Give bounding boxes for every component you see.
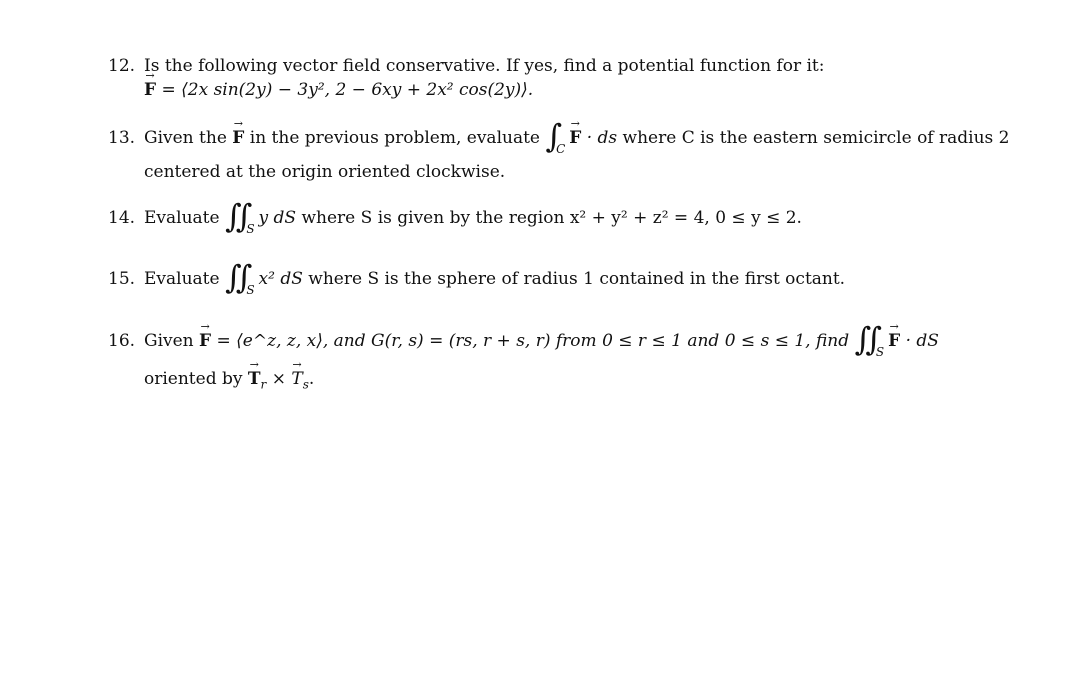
- surface-integral-symbol: ∫∫: [224, 197, 247, 235]
- problem-number: 13.: [108, 128, 136, 148]
- line-integral-symbol: ∫: [545, 117, 557, 155]
- text-line2-pre: oriented by: [144, 369, 248, 389]
- text-pre: Evaluate: [144, 208, 225, 228]
- integrand-rest: · ds: [581, 128, 618, 148]
- problem-text: [144, 258, 846, 297]
- problem-number: 16.: [108, 331, 136, 351]
- problem-text: Is the following vector field conservative. If yes, find a potential function for it:: [144, 56, 825, 76]
- text-post: where C is the eastern semicircle of radius 2: [617, 128, 1010, 148]
- integrand-vector-F: → F: [888, 331, 900, 351]
- vector-field-equation: [144, 80, 533, 100]
- text-pre: Given: [144, 331, 200, 351]
- text-post: where S is the sphere of radius 1 contained in the first octant.: [302, 269, 846, 289]
- text-pre: Given the: [144, 128, 233, 148]
- integrand-vector-F: → F: [569, 128, 581, 148]
- integrand: x² dS: [258, 269, 303, 289]
- text-line2-post: .: [308, 369, 315, 389]
- problem-number: 14.: [108, 208, 136, 228]
- cross-symbol: ×: [266, 369, 292, 389]
- vector-F: → F: [232, 128, 244, 148]
- integral-limit: S: [246, 283, 255, 297]
- problem-text: [144, 197, 802, 236]
- problem-13: [108, 117, 1010, 184]
- tangent-sub-s: s: [302, 377, 309, 392]
- integral-limit: C: [556, 142, 566, 156]
- surface-integral-symbol: ∫∫: [224, 258, 247, 296]
- text-pre: Evaluate: [144, 269, 225, 289]
- text-post: where S is given by the region x² + y² + z² = 4, 0 ≤ y ≤ 2.: [296, 208, 802, 228]
- equation-rhs: = ⟨2x sin(2y) − 3y², 2 − 6xy + 2x² cos(2y)⟩.: [156, 80, 534, 100]
- text-mid: = ⟨e^z, z, x⟩, and G(r, s) = (rs, r + s, r) from 0 ≤ r ≤ 1 and 0 ≤ s ≤ 1, find: [211, 331, 855, 351]
- problem-number: 15.: [108, 269, 136, 289]
- integrand: y dS: [258, 208, 297, 228]
- problem-text-line2: [144, 369, 315, 392]
- surface-integral-symbol: ∫∫: [854, 320, 876, 358]
- tangent-vector-Tr: → T: [248, 369, 261, 389]
- vector-F: → F: [199, 331, 211, 351]
- integrand-rest: · dS: [900, 331, 939, 351]
- problem-text: [144, 320, 939, 359]
- problem-text-line2: centered at the origin oriented clockwise.: [144, 162, 506, 182]
- problem-16: [108, 320, 1008, 392]
- problem-14: [108, 197, 1008, 238]
- integral-limit: S: [246, 222, 255, 236]
- integral-limit: S: [875, 345, 885, 359]
- problem-text: [144, 117, 1010, 156]
- problem-number: 12.: [108, 56, 136, 76]
- problem-15: [108, 258, 1008, 299]
- text-mid: in the previous problem, evaluate: [244, 128, 546, 148]
- tangent-vector-Ts: → T: [291, 369, 302, 389]
- vector-F: → F: [144, 80, 156, 100]
- tangent-sub-r: r: [260, 377, 267, 392]
- problem-12: [108, 56, 1008, 106]
